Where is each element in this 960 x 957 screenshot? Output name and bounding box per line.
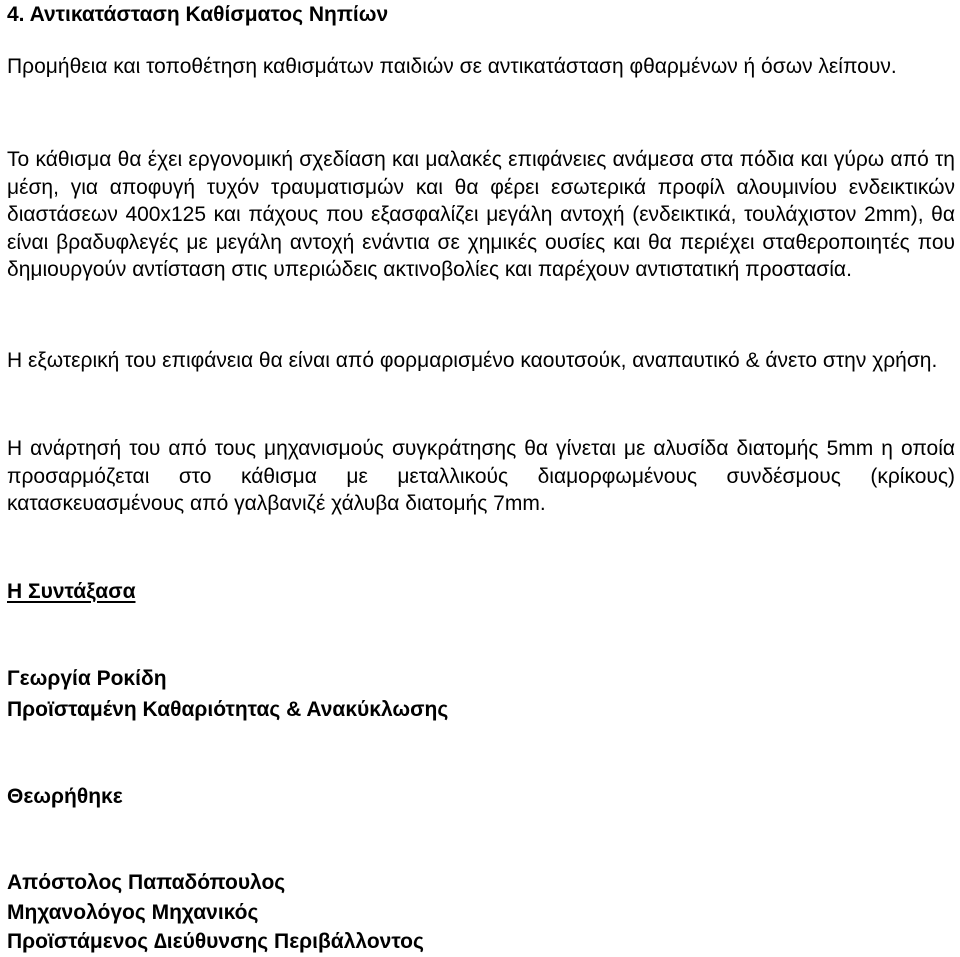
approver-title: Προϊστάμενος ∆ιεύθυνσης Περιβάλλοντος xyxy=(7,930,424,953)
paragraph-suspension: Η ανάρτησή του από τους μηχανισμούς συγκράτησης θα γίνεται με αλυσίδα διατομής 5mm η οποία προσαρμόζεται στο κάθισμα με μεταλλικούς διαμορφωμένους συνδέσμους (κρίκους) κατασκευασμένους από γαλβανιζέ χάλυβα διατομής 7mm. xyxy=(7,437,955,515)
paragraph-surface: Η εξωτερική του επιφάνεια θα είναι από φορμαρισμένο καουτσούκ, αναπαυτικό & άνετο στην χρήση. xyxy=(7,349,938,372)
author-title: Προϊσταμένη Καθαριότητας & Ανακύκλωσης xyxy=(7,698,449,721)
approver-name: Απόστολος Παπαδόπουλος xyxy=(7,871,286,894)
paragraph-supply: Προμήθεια και τοποθέτηση καθισμάτων παιδιών σε αντικατάσταση φθαρμένων ή όσων λείπουν. xyxy=(7,55,897,78)
author-role-text: Η Συντάξασα xyxy=(7,580,136,603)
section-heading: 4. Αντικατάσταση Καθίσματος Νηπίων xyxy=(7,3,389,26)
author-role xyxy=(7,577,135,607)
paragraph-seat-design: Το κάθισμα θα έχει εργονομική σχεδίαση και μαλακές επιφάνειες ανάμεσα στα πόδια και γύρω από τη μέση, για αποφυγή τυχόν τραυματισμών και θα φέρει εσωτερικά προφίλ αλουμινίου ενδεικτικών διαστάσεων 400x125 και πάχους που εξασφαλίζει μεγάλη αντοχή (ενδεικτικά, τουλάχιστον 2mm), θα είναι βραδυφλεγές με μεγάλη αντοχή ενάντια σε χημικές ουσίες και θα περιέχει σταθεροποιητές που δημιουργούν αντίσταση στις υπεριώδεις ακτινοβολίες και παρέχουν αντιστατική προστασία. xyxy=(7,148,955,281)
approval-label: Θεωρήθηκε xyxy=(7,785,123,808)
approver-position: Μηχανολόγος Μηχανικός xyxy=(7,901,259,924)
author-name: Γεωργία Ροκίδη xyxy=(7,667,167,690)
